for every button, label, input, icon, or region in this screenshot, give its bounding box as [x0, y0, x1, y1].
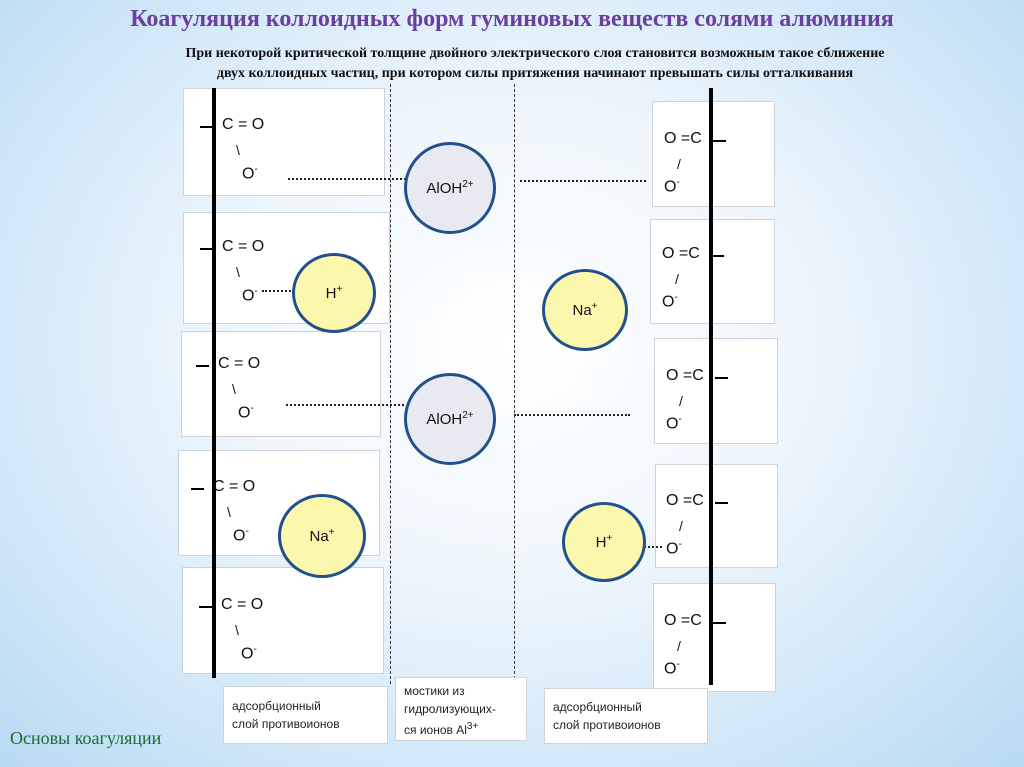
h-charge: + — [606, 533, 613, 544]
dotted-bond — [286, 404, 404, 406]
oxygen-anion-label — [242, 164, 258, 183]
bond-slash: \ — [236, 264, 240, 280]
na-base: Na — [309, 528, 329, 545]
dotted-bond — [514, 414, 630, 416]
na-base: Na — [572, 302, 592, 319]
oxygen-charge: - — [676, 659, 680, 670]
h-label — [326, 284, 343, 302]
bond-slash: / — [677, 156, 681, 172]
oxygen-anion-label — [241, 644, 257, 663]
oxygen-symbol: O — [664, 178, 677, 196]
carbonyl-label: C = O — [213, 478, 256, 495]
oxygen-symbol: O — [242, 287, 255, 305]
footer-caption: Основы коагуляции — [10, 728, 162, 748]
legend-text-line: адсорбционный — [232, 699, 321, 713]
carbonyl-label: O =C — [664, 130, 702, 147]
oxygen-anion-label — [233, 526, 249, 545]
oxygen-anion-label — [662, 292, 678, 311]
carbonyl-label: C = O — [218, 355, 261, 372]
subtitle-line-2: двух коллоидных частиц, при котором силы притяжения начинают превышать силы отталкивания — [216, 66, 854, 81]
oxygen-anion-label — [664, 659, 680, 678]
oxygen-charge: - — [678, 539, 682, 550]
h-ion-right — [562, 502, 646, 582]
h-ion-left — [292, 253, 376, 333]
oxygen-anion-label — [666, 414, 682, 433]
oxygen-charge: - — [253, 644, 257, 655]
na-charge: + — [591, 301, 598, 312]
right-carboxyl-group — [660, 130, 740, 200]
legend-right-adsorption-layer — [544, 688, 708, 744]
oxygen-charge: - — [250, 403, 254, 414]
legend-middle-bridges — [395, 677, 527, 741]
legend-text-line — [404, 718, 518, 739]
bond-slash: \ — [235, 622, 239, 638]
legend-left-adsorption-layer — [223, 686, 388, 744]
bond-stub — [711, 255, 724, 257]
dotted-bond — [520, 180, 646, 182]
right-carboxyl-group — [660, 612, 740, 682]
oxygen-anion-label — [242, 286, 258, 305]
bond-stub — [200, 126, 213, 128]
oxygen-symbol: O — [662, 293, 675, 311]
aloh-base: AlOH — [426, 411, 463, 428]
carbonyl-label: C = O — [221, 596, 264, 613]
carbonyl-label: C = O — [222, 116, 265, 133]
bond-stub — [713, 140, 726, 142]
bond-slash: / — [675, 271, 679, 287]
zone-boundary-right — [514, 84, 515, 684]
oxygen-charge: - — [254, 286, 258, 297]
legend-text-line: гидролизующих- — [404, 702, 496, 716]
na-label — [309, 527, 334, 545]
bond-slash: \ — [232, 381, 236, 397]
oxygen-symbol: O — [238, 404, 251, 422]
oxygen-charge: - — [678, 414, 682, 425]
dotted-bond — [288, 178, 406, 180]
h-base: H — [325, 285, 337, 302]
oxygen-anion-label — [664, 177, 680, 196]
legend-ion-text: ся ионов Al — [404, 723, 467, 737]
na-ion-right — [542, 269, 628, 351]
oxygen-anion-label — [238, 403, 254, 422]
bond-stub — [196, 365, 209, 367]
aloh-ion-top — [404, 142, 496, 234]
bond-slash: \ — [227, 504, 231, 520]
slide-title: Коагуляция коллоидных форм гуминовых веществ солями алюминия — [130, 6, 894, 32]
h-base: H — [595, 534, 607, 551]
bond-stub — [715, 502, 728, 504]
oxygen-symbol: O — [666, 540, 679, 558]
bond-slash: / — [677, 638, 681, 654]
carbonyl-label: O =C — [666, 367, 704, 384]
oxygen-symbol: O — [664, 660, 677, 678]
oxygen-charge: - — [254, 164, 258, 175]
legend-text-line: слой противоионов — [553, 718, 661, 732]
legend-ion-charge: 3+ — [466, 721, 479, 732]
right-carboxyl-group — [658, 245, 738, 315]
oxygen-anion-label — [666, 539, 682, 558]
aloh-base: AlOH — [426, 180, 463, 197]
subtitle-line-1: При некоторой критической толщине двойного электрического слоя становится возможным такое сближение — [185, 46, 885, 61]
bond-stub — [713, 622, 726, 624]
legend-text-line: мостики из — [404, 684, 465, 698]
right-carboxyl-group — [662, 367, 742, 437]
aloh-charge: 2+ — [462, 410, 474, 421]
slide-subtitle — [120, 44, 950, 84]
oxygen-symbol: O — [666, 415, 679, 433]
bond-slash: / — [679, 518, 683, 534]
na-charge: + — [328, 527, 335, 538]
dotted-bond — [262, 290, 294, 292]
carbonyl-label: O =C — [666, 492, 704, 509]
bond-stub — [200, 248, 213, 250]
h-charge: + — [336, 284, 343, 295]
oxygen-symbol: O — [242, 165, 255, 183]
bond-slash: \ — [236, 142, 240, 158]
oxygen-symbol: O — [241, 645, 254, 663]
na-label — [572, 301, 597, 319]
na-ion-left — [278, 494, 366, 578]
aloh-ion-middle — [404, 373, 496, 465]
h-label — [596, 533, 613, 551]
aloh-label — [426, 179, 473, 197]
left-carboxyl-group — [200, 116, 350, 186]
carbonyl-label: O =C — [664, 612, 702, 629]
oxygen-charge: - — [676, 177, 680, 188]
legend-text-line: слой противоионов — [232, 717, 340, 731]
oxygen-charge: - — [674, 292, 678, 303]
carbonyl-label: C = O — [222, 238, 265, 255]
bond-stub — [715, 377, 728, 379]
left-carboxyl-group — [196, 355, 346, 425]
aloh-charge: 2+ — [462, 179, 474, 190]
bond-stub — [199, 606, 212, 608]
aloh-label — [426, 410, 473, 428]
right-carboxyl-group — [662, 492, 742, 562]
carbonyl-label: O =C — [662, 245, 700, 262]
left-carboxyl-group — [199, 596, 349, 666]
oxygen-symbol: O — [233, 527, 246, 545]
bond-stub — [191, 488, 204, 490]
oxygen-charge: - — [245, 526, 249, 537]
zone-boundary-left — [390, 84, 391, 684]
legend-text-line: адсорбционный — [553, 700, 642, 714]
bond-slash: / — [679, 393, 683, 409]
